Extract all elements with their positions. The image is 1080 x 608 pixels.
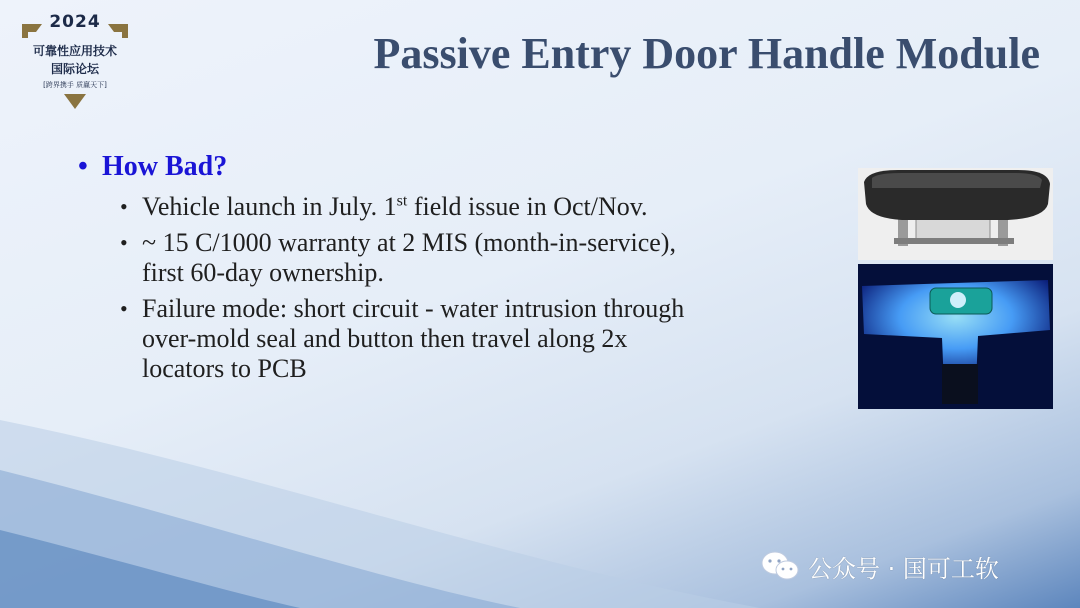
bullet-icon: • <box>120 296 128 321</box>
bullet-icon: • <box>120 194 128 219</box>
forum-logo <box>14 12 136 112</box>
bullet-list <box>78 192 798 384</box>
logo-slogan: [跨界携手 质赢天下] <box>43 81 107 89</box>
bullet-icon: • <box>78 151 88 182</box>
logo-line-1: 可靠性应用技术 <box>32 44 117 58</box>
section-heading-text: How Bad? <box>102 151 228 182</box>
logo-line-2: 国际论坛 <box>50 62 99 76</box>
logo-year: 2024 <box>49 12 101 32</box>
door-handle-photo <box>858 168 1053 260</box>
bullet-item: • ~ 15 C/1000 warranty at 2 MIS (month-in-service), first 60-day ownership. <box>120 228 676 287</box>
slide-title: Passive Entry Door Handle Module <box>373 29 1040 78</box>
wechat-watermark <box>760 546 999 586</box>
section-heading <box>78 150 798 184</box>
water-intrusion-photo <box>858 264 1053 409</box>
watermark-text: 公众号 · 国可工软 <box>808 554 999 583</box>
bullet-item: • Vehicle launch in July. 1st field issue in Oct/Nov. <box>120 192 648 221</box>
wechat-icon <box>760 550 800 582</box>
bullet-item: • Failure mode: short circuit - water intrusion through over-mold seal and button then travel along 2x locators to PCB <box>120 294 685 383</box>
bullet-icon: • <box>120 230 128 255</box>
slide-content <box>78 150 798 390</box>
